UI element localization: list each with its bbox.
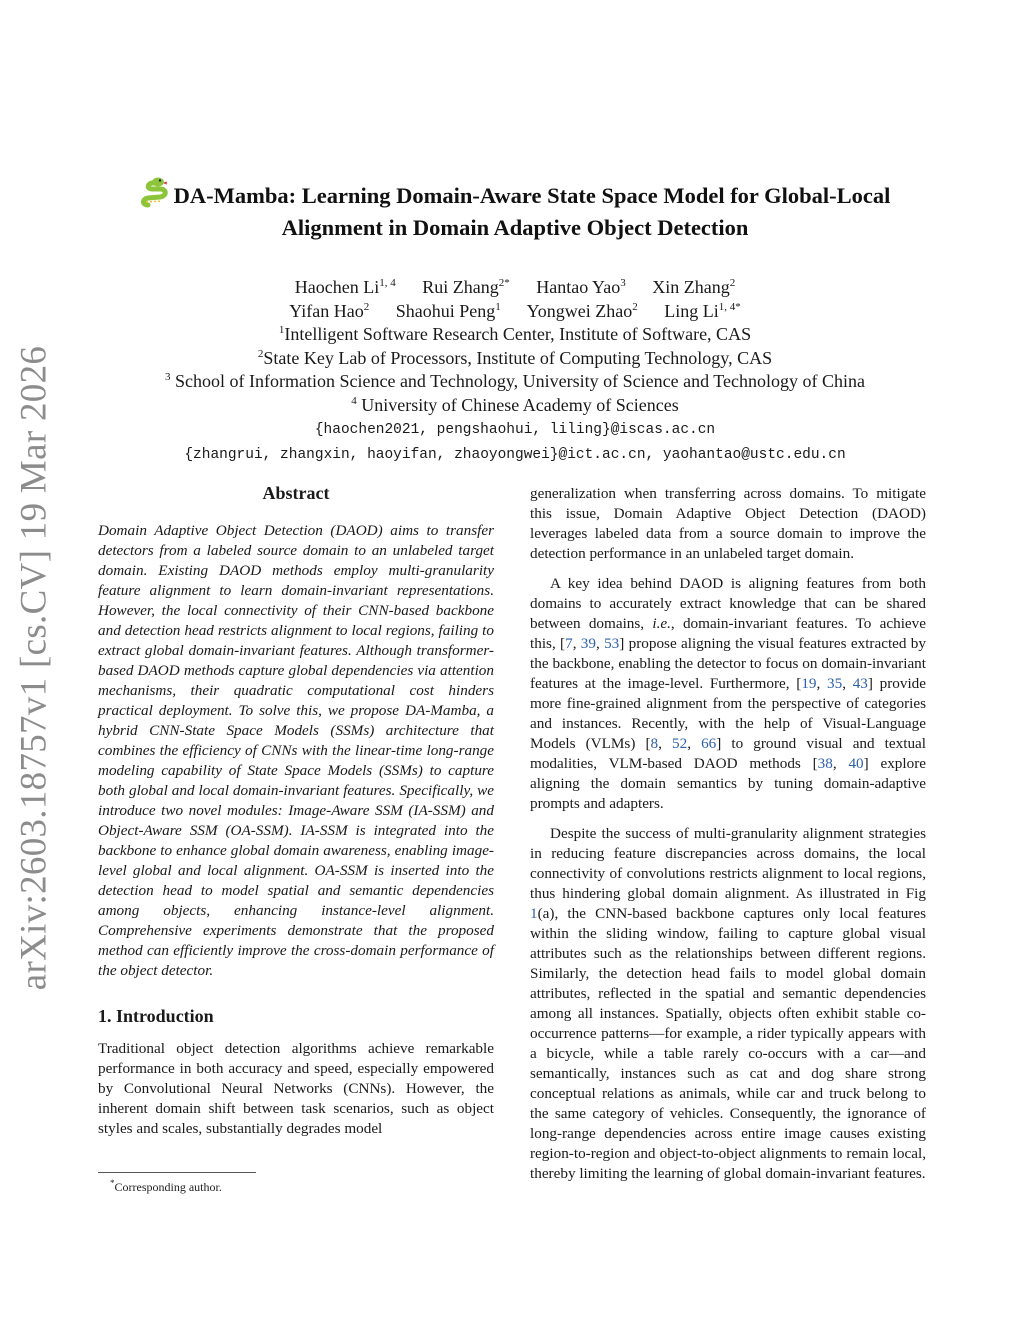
affiliation-text: Intelligent Software Research Center, Institute of Software, CAS (284, 324, 752, 344)
author-block (100, 276, 930, 467)
citation-link[interactable]: 35 (827, 675, 843, 692)
section-heading-introduction: 1. Introduction (98, 1006, 214, 1026)
affiliation-sup: 2 (257, 347, 264, 360)
abstract-text: Domain Adaptive Object Detection (DAOD) aims to transfer detectors from a labeled source domain to an unlabeled target domain. Existing DAOD methods employ multi-granularity feature alignment to learn domain-invariant representations. However, the local connectivity of their CNN-based backbone and detection head restricts alignment to local regions, failing to extract global domain-invariant features. Although transformer-based DAOD methods capture global dependencies via attention mechanisms, their quadratic computational cost hinders practical deployment. To solve this, we propose DA-Mamba, a hybrid CNN-State Space Models (SSMs) architecture that combines the efficiency of CNNs with the linear-time long-range modeling capability of State Space Models (SSMs) to capture both global and local domain-invariant features. Specifically, we introduce two novel modules: Image-Aware SSM (IA-SSM) and Object-Aware SSM (OA-SSM). IA-SSM is integrated into the backbone to enhance global domain awareness, enabling image-level global and local alignment. OA-SSM is inserted into the detection head to model spatial and semantic dependencies among objects, enhancing instance-level alignment. Comprehensive experiments demonstrate that the proposed method can efficiently improve the cross-domain performance of the object detector. (98, 522, 494, 979)
text-run: (a), the CNN-based backbone captures only local features within the sliding window, failing to capture global visual attributes such as the relationships between different regions. Similarly, the detection head fails to model global domain attributes, reflected in the spatial and semantic dependencies among all instances. Spatially, objects often exhibit stable co-occurrence patterns—for example, a rider typically appears with a bicycle, while a table rarely co-occurs with a car—and semantically, instances such as cat and dog share strong conceptual relations as animals, while car and truck belong to the same category of vehicles. Consequently, the ignorance of long-range dependencies across entire image causes existing region-to-region and object-to-object alignments to remain local, thereby limiting the learning of global domain-invariant features. (530, 905, 926, 1182)
title-text-1: DA-Mamba: Learning Domain-Aware State Space Model for Global-Local (173, 183, 891, 208)
author-sup: 2* (498, 277, 510, 289)
text-run: Despite the success of multi-granularity alignment strategies in reducing feature discrepancies across domains, the local connectivity of convolutions restricts alignment to local regions, thus hindering global domain alignment. As illustrated in Fig (530, 825, 926, 902)
author-name: Shaohui Peng (395, 300, 496, 321)
footnote-divider (98, 1172, 256, 1173)
author-name: Rui Zhang (422, 277, 499, 297)
citation-link[interactable]: 53 (604, 635, 620, 652)
affiliation-text: School of Information Science and Technology, University of Science and Technology of China (170, 371, 865, 391)
author-sup: 1, 4 (379, 277, 396, 289)
abstract-heading: Abstract (262, 483, 330, 503)
text-run: ] explore aligning the domain semantics by tuning domain-adaptive prompts and adapters. (530, 755, 926, 812)
right-column (530, 484, 926, 1184)
citation-link[interactable]: 52 (672, 735, 688, 752)
citation-link[interactable]: 8 (650, 735, 659, 752)
author-sup: 1, 4* (718, 300, 741, 313)
footnote-text: Corresponding author. (114, 1180, 222, 1194)
affiliation-sup: 1 (278, 324, 285, 336)
author-row-2 (100, 300, 930, 324)
citation-link[interactable]: 43 (852, 675, 868, 692)
affiliation-4 (100, 394, 930, 418)
author-name: Ling Li (664, 300, 719, 321)
affiliation-text: State Key Lab of Processors, Institute of Computing Technology, CAS (263, 347, 773, 368)
affiliation-text: University of Chinese Academy of Sciences (356, 394, 679, 415)
title-line-1 (100, 175, 930, 212)
snake-icon (140, 175, 170, 209)
email-line-2: {zhangrui, zhangxin, haoyifan, zhaoyongwei}@ict.ac.cn, yaohantao@ustc.edu.cn (184, 446, 846, 463)
author-row-1 (100, 276, 930, 300)
text-run-italic: i.e. (652, 615, 671, 632)
citation-link[interactable]: 7 (565, 635, 573, 652)
author-sup: 3 (620, 277, 626, 289)
author-name: Haochen Li (294, 277, 380, 297)
citation-link[interactable]: 40 (848, 755, 864, 772)
citation-link[interactable]: 66 (701, 735, 717, 752)
author-name: Yifan Hao (289, 300, 364, 321)
author-sup: 1 (495, 300, 501, 313)
arxiv-identifier: arXiv:2603.18757v1 [cs.CV] 19 Mar 2026 (13, 345, 55, 991)
text-run: ] to ground visual and textual modalities, VLM-based DAOD methods [ (530, 735, 927, 772)
paper-title (100, 175, 930, 244)
author-name: Xin Zhang (652, 277, 730, 297)
intro-paragraph-2: A key idea behind DAOD is aligning features from both domains to accurately extract knowledge that can be shared between domains, i.e., domain-invariant features. To achieve this, [7, 39, 53] propose aligning the visual features extracted by the backbone, enabling the detector to focus on domain-invariant features at the image-level. Furthermore, [19, 35, 43] provide more fine-grained alignment from the perspective of categories and instances. Recently, with the help of Visual-Language Models (VLMs) [8, 52, 66] to ground visual and textual modalities, VLM-based DAOD methods [38, 40] explore aligning the domain semantics by tuning domain-adaptive prompts and adapters. (530, 575, 927, 812)
text-run: , domain-invariant features. To achieve this, [ (530, 615, 926, 652)
text-run: ] provide more fine-grained alignment from the perspective of categories and instances. Recently, with the help of Visual-Language Models (VLMs) [ (530, 675, 927, 752)
citation-link[interactable]: 19 (801, 675, 817, 692)
left-column (98, 482, 494, 1139)
author-name: Hantao Yao (536, 277, 621, 297)
affiliation-3 (100, 370, 930, 394)
affiliation-sup: 3 (165, 371, 171, 383)
email-line-1: {haochen2021, pengshaohui, liling}@iscas.ac.cn (314, 422, 716, 438)
author-sup: 2 (632, 300, 638, 313)
title-line-2: Alignment in Domain Adaptive Object Detection (281, 215, 749, 240)
text-run: ] propose aligning the visual features extracted by the backbone, enabling the detector to focus on domain-invariant features at the image-level. Furthermore, [ (530, 635, 926, 692)
affiliation-1 (100, 323, 930, 347)
figure-link[interactable]: 1 (530, 905, 538, 922)
text-run: A key idea behind DAOD is aligning features from both domains to accurately extract knowledge that can be shared between domains, (530, 575, 926, 632)
affiliation-2 (100, 347, 930, 371)
author-sup: 2 (729, 277, 736, 289)
author-name: Yongwei Zhao (526, 300, 633, 321)
footnote-mark: * (110, 1178, 115, 1188)
intro-paragraph-3 (530, 824, 926, 1184)
citation-link[interactable]: 39 (580, 635, 596, 652)
intro-paragraph-1: Traditional object detection algorithms achieve remarkable performance in both accuracy and speed, especially empowered by Convolutional Neural Networks (CNNs). However, the inherent domain shift between task scenarios, such as object styles and scales, substantially degrades model (98, 1040, 494, 1137)
affiliation-sup: 4 (351, 394, 357, 407)
footnote (110, 1178, 222, 1195)
author-sup: 2 (363, 300, 370, 313)
intro-paragraph-1-continued: generalization when transferring across domains. To mitigate this issue, Domain Adaptive Object Detection (DAOD) leverages labeled data from a source domain to improve the detection performance in an unlabeled target domain. (530, 485, 926, 562)
citation-link[interactable]: 38 (817, 755, 833, 772)
